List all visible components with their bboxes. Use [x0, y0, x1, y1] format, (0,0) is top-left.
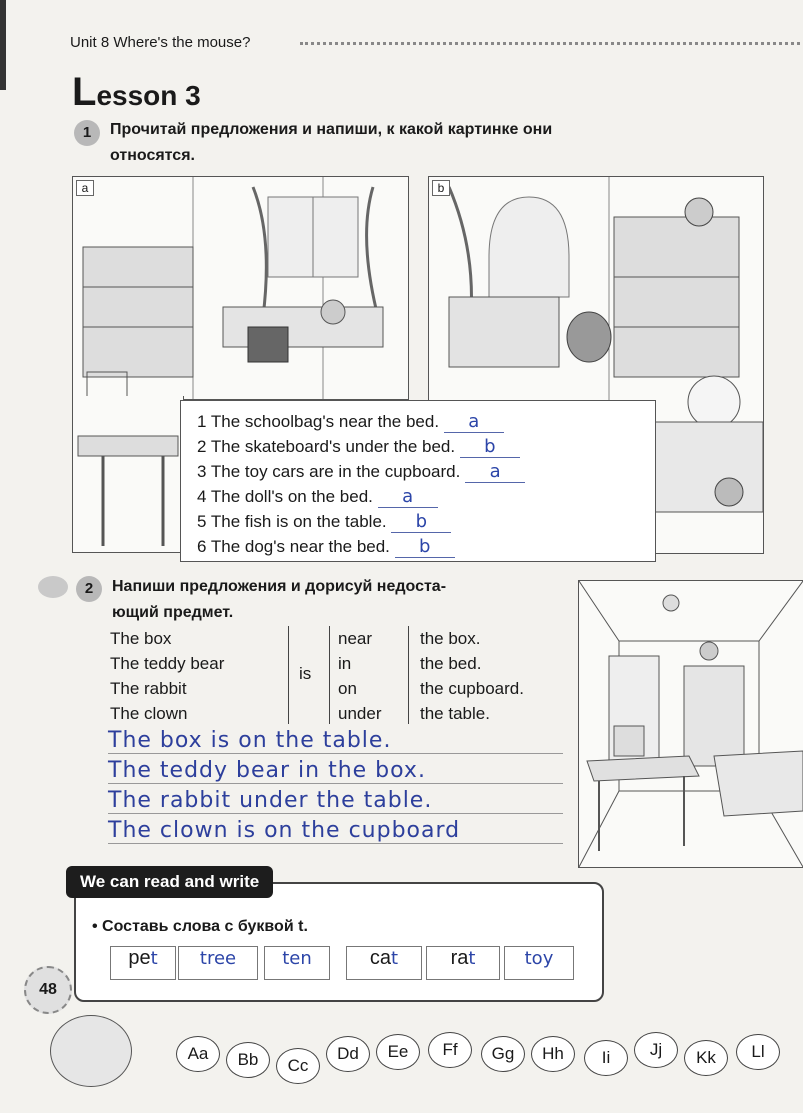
header-divider — [300, 42, 800, 45]
handwritten-line-2[interactable]: The teddy bear in the box. — [108, 758, 563, 784]
word-box-4[interactable]: cat — [346, 946, 422, 980]
handwritten-line-4[interactable]: The clown is on the cupboard — [108, 818, 563, 844]
answer-1[interactable]: a — [444, 411, 504, 433]
lesson-title: Lesson 3 — [72, 70, 201, 114]
sentences-box — [180, 400, 656, 562]
word-box-2[interactable]: tree — [178, 946, 258, 980]
caterpillar-head-icon — [50, 1015, 132, 1087]
sentence-4: 4 The doll's on the bed. a — [197, 486, 438, 508]
letter-cc: Cc — [276, 1048, 320, 1084]
word-box-5[interactable]: rat — [426, 946, 500, 980]
letter-ee: Ee — [376, 1034, 420, 1070]
substitution-table — [110, 626, 580, 726]
read-write-task: • Составь слова с буквой t. — [92, 918, 308, 935]
answer-4[interactable]: a — [378, 486, 438, 508]
picture-a-lower — [72, 396, 184, 553]
column-divider — [408, 626, 409, 724]
word-box-3[interactable]: ten — [264, 946, 330, 980]
letter-aa: Aa — [176, 1036, 220, 1072]
prepositions-column: near in on under — [338, 629, 382, 723]
unit-title: Unit 8 Where's the mouse? — [70, 34, 251, 51]
letter-ff: Ff — [428, 1032, 472, 1068]
answer-2[interactable]: b — [460, 436, 520, 458]
sentence-1: 1 The schoolbag's near the bed. a — [197, 411, 504, 433]
picture-b-label: b — [432, 180, 450, 196]
sentence-6: 6 The dog's near the bed. b — [197, 536, 455, 558]
letter-dd: Dd — [326, 1036, 370, 1072]
handwritten-line-1[interactable]: The box is on the table. — [108, 728, 563, 754]
room-a-drawing — [73, 177, 408, 399]
letter-gg: Gg — [481, 1036, 525, 1072]
letter-ii: Ii — [584, 1040, 628, 1076]
page-edge — [0, 0, 6, 90]
handwritten-line-3[interactable]: The rabbit under the table. — [108, 788, 563, 814]
alphabet-row — [176, 1030, 796, 1090]
objects-column: the box. the bed. the cupboard. the table. — [420, 629, 524, 723]
picture-a — [72, 176, 409, 400]
word-box-1[interactable]: pet — [110, 946, 176, 980]
letter-bb: Bb — [226, 1042, 270, 1078]
letter-hh: Hh — [531, 1036, 575, 1072]
exercise-1-number: 1 — [74, 120, 100, 146]
exercise-2-instruction: Напиши предложения и дорисуй недоста- ющий предмет. — [112, 578, 447, 621]
exercise-2-room-picture — [578, 580, 803, 868]
answer-3[interactable]: a — [465, 461, 525, 483]
sentence-2: 2 The skateboard's under the bed. b — [197, 436, 520, 458]
exercise-2-number: 2 — [76, 576, 102, 602]
check-mark-icon — [38, 576, 68, 598]
letter-jj: Jj — [634, 1032, 678, 1068]
subjects-column: The box The teddy bear The rabbit The clown — [110, 629, 225, 723]
answer-6[interactable]: b — [395, 536, 455, 558]
read-write-box — [74, 882, 604, 1002]
verb-column: is — [288, 626, 330, 724]
word-box-6[interactable]: toy — [504, 946, 574, 980]
sentence-5: 5 The fish is on the table. b — [197, 511, 451, 533]
picture-a-label: a — [76, 180, 94, 196]
page-number: 48 — [24, 966, 72, 1014]
exercise-1-instruction: Прочитай предложения и напиши, к какой картинке они относятся. — [110, 121, 553, 164]
sentence-3: 3 The toy cars are in the cupboard. a — [197, 461, 525, 483]
answer-5[interactable]: b — [391, 511, 451, 533]
letter-ll: Ll — [736, 1034, 780, 1070]
read-write-banner: We can read and write — [66, 866, 273, 898]
letter-kk: Kk — [684, 1040, 728, 1076]
